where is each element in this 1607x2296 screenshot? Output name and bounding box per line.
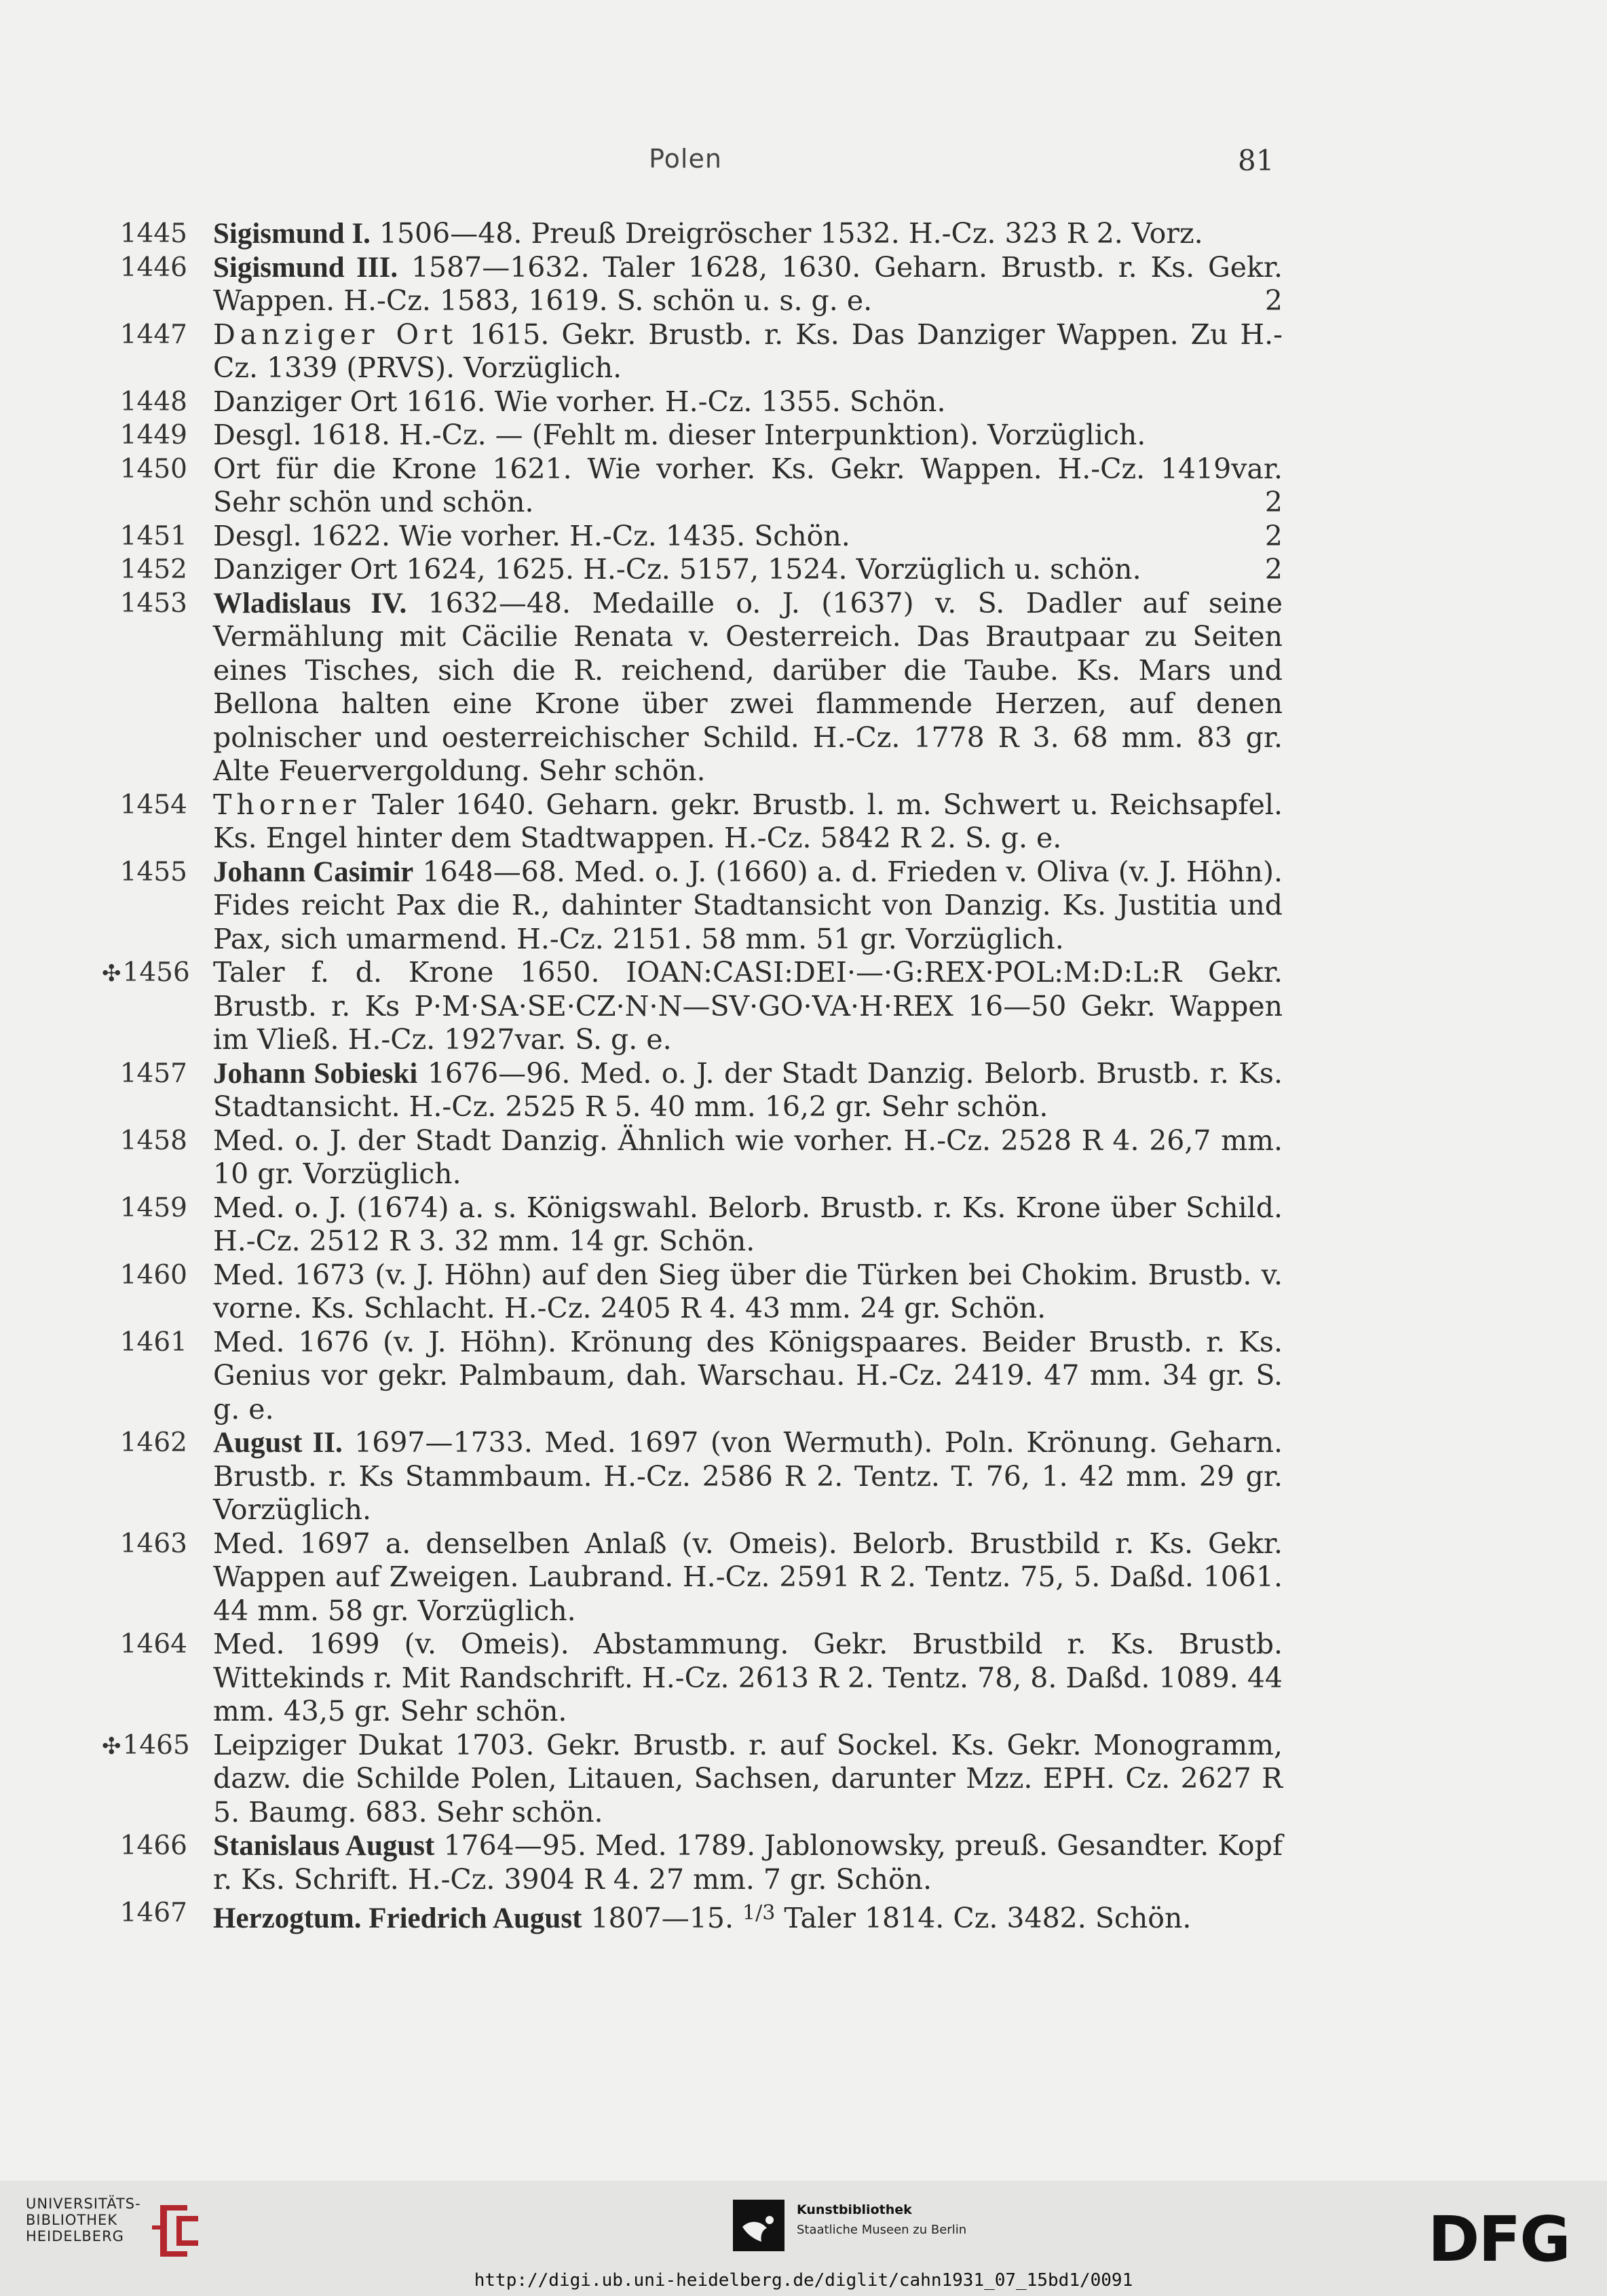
entry-description: 1676—96. Med. o. J. der Stadt Danzig. Belorb. Brustb. r. Ks. Stadtansicht. H.-Cz. 2525 R 5. 40 mm. 16,2 gr. Sehr schön. (213, 1056, 1283, 1123)
lot-number: 1450 (119, 453, 187, 484)
star-mark-icon: ✣ (102, 960, 121, 987)
catalog-entry (0, 1259, 1283, 1326)
catalog-entry (0, 318, 1283, 385)
entry-description: Med. o. J. (1674) a. s. Königswahl. Belorb. Brustb. r. Ks. Krone über Schild. H.-Cz. 2512 R 3. 32 mm. 14 gr. Schön. (213, 1191, 1283, 1257)
lot-number: 1453 (119, 588, 187, 619)
lot-number: 1447 (119, 319, 187, 350)
entry-description: 1764—95. Med. 1789. Jablonowsky, preuß. Gesandter. Kopf r. Ks. Schrift. H.-Cz. 3904 R 4. 27 mm. 7 gr. Schön. (213, 1829, 1283, 1896)
ruler-name: Stanislaus August (213, 1830, 435, 1862)
lot-number: 1457 (119, 1058, 187, 1089)
entry-description: Desgl. 1618. H.-Cz. — (Fehlt m. dieser Interpunktion). Vorzüglich. (213, 419, 1146, 451)
dfg-logo-text: DFG (1428, 2208, 1570, 2266)
kunstbibliothek-logo[interactable] (733, 2200, 1004, 2261)
entry-description: Danziger Ort 1624, 1625. H.-Cz. 5157, 1524. Vorzüglich u. schön. (213, 553, 1141, 586)
entry-description: Taler f. d. Krone 1650. IOAN:CASI:DEI·—·G:REX·POL:M:D:L:R Gekr. Brustb. r. Ks P·M·SA·SE·CZ·N·N—SV·GO·VA·H·REX 16—50 Gekr. Wappen im Vließ. H.-Cz. 1927var. S. g. e. (213, 956, 1283, 1056)
catalog-entry (0, 587, 1283, 788)
ruler-name: Sigismund III. (213, 251, 398, 284)
catalog-entry (0, 419, 1283, 453)
catalog-entry (0, 553, 1283, 587)
ruler-name: Wladislaus IV. (213, 587, 407, 619)
catalog-entry (0, 856, 1283, 957)
lot-number: 1460 (119, 1259, 187, 1290)
entry-description: Taler 1640. Geharn. gekr. Brustb. l. m. Schwert u. Reichsapfel. Ks. Engel hinter dem Stadtwappen. H.-Cz. 5842 R 2. S. g. e. (213, 788, 1283, 854)
lot-number: 1464 (119, 1629, 187, 1660)
lot-number: 1449 (119, 420, 187, 451)
catalog-entry (0, 217, 1283, 251)
entry-description: 1697—1733. Med. 1697 (von Wermuth). Poln. Krönung. Geharn. Brustb. r. Ks Stammbaum. H.-Cz. 2586 R 2. Tentz. T. 76, 1. 42 mm. 29 gr. Vorzüglich. (213, 1426, 1283, 1526)
ub-heidelberg-logo[interactable] (26, 2196, 229, 2244)
lot-number: 1451 (119, 520, 187, 552)
entry-description: 1506—48. Preuß Dreigröscher 1532. H.-Cz. 323 R 2. Vorz. (370, 217, 1203, 250)
dfg-logo[interactable] (1428, 2208, 1587, 2266)
ub-logo-text: UNIVERSITÄTS- BIBLIOTHEK HEIDELBERG (26, 2196, 141, 2244)
catalog-entry (0, 453, 1283, 520)
page-number: 81 (1238, 144, 1274, 177)
kb-subtitle: Staatliche Museen zu Berlin (797, 2223, 967, 2237)
quantity-note: 2 (1264, 486, 1283, 518)
entry-description: Med. 1673 (v. J. Höhn) auf den Sieg über die Türken bei Chokim. Brustb. v. vorne. Ks. Schlacht. H.-Cz. 2405 R 4. 43 mm. 24 gr. Schön. (213, 1258, 1283, 1324)
ruler-name: Johann Casimir (213, 856, 414, 888)
lot-number: 1445 (119, 218, 187, 249)
lot-number: 1462 (119, 1428, 187, 1458)
entry-description: Med. 1699 (v. Omeis). Abstammung. Gekr. Brustbild r. Ks. Brustb. Wittekinds r. Mit Randschrift. H.-Cz. 2613 R 2. Tentz. 78, 8. Daßd. 1089. 44 mm. 43,5 gr. Sehr schön. (213, 1628, 1283, 1727)
lot-number: 1446 (119, 252, 187, 283)
catalog-entry (0, 1527, 1283, 1628)
running-title: Polen (649, 144, 722, 174)
entry-description: 1807—15. (582, 1902, 734, 1934)
entry-description: Leipziger Dukat 1703. Gekr. Brustb. r. auf Sockel. Ks. Gekr. Monogramm, dazw. die Schilde Polen, Litauen, Sachsen, darunter Mzz. EPH. Cz. 2627 R 5. Baumg. 683. Sehr schön. (213, 1728, 1283, 1829)
spaced-heading: Thorner (213, 788, 361, 821)
lot-number: ✣1456 (102, 957, 190, 988)
lot-number: 1458 (119, 1125, 187, 1156)
catalog-entry (0, 1426, 1283, 1527)
lot-number: 1452 (119, 554, 187, 585)
quantity-note: 2 (1264, 284, 1283, 317)
catalog-entry (0, 1829, 1283, 1896)
entry-description: Desgl. 1622. Wie vorher. H.-Cz. 1435. Schön. (213, 519, 850, 552)
entry-description-cont: Taler 1814. Cz. 3482. Schön. (775, 1902, 1192, 1934)
catalog-entry (0, 1628, 1283, 1729)
lot-number: 1459 (119, 1192, 187, 1223)
footer-bar (0, 2181, 1607, 2296)
catalog-entry (0, 520, 1283, 554)
quantity-note: 2 (1264, 519, 1283, 552)
entry-description: 1632—48. Medaille o. J. (1637) v. S. Dadler auf seine Vermählung mit Cäcilie Renata v. Oesterreich. Das Brautpaar zu Seiten eines Tisches, sich die R. reichend, darüber die Taube. Ks. Mars und Bellona halten eine Krone über zwei flammende Herzen, auf denen polnischer und oesterreichischer Schild. H.-Cz. 1778 R 3. 68 mm. 83 gr. Alte Feuervergoldung. Sehr schön. (213, 586, 1283, 787)
lot-number: 1466 (119, 1831, 187, 1861)
entry-description: Ort für die Krone 1621. Wie vorher. Ks. Gekr. Wappen. H.-Cz. 1419var. Sehr schön und schön. (213, 452, 1283, 518)
catalog-entry (0, 1057, 1283, 1124)
permalink-url[interactable]: http://digi.ub.uni-heidelberg.de/diglit/cahn1931_07_15bd1/0091 (474, 2270, 1133, 2291)
entry-description: Med. 1697 a. denselben Anlaß (v. Omeis). Belorb. Brustbild r. Ks. Gekr. Wappen auf Zweigen. Laubrand. H.-Cz. 2591 R 2. Tentz. 75, 5. Daßd. 1061. 44 mm. 58 gr. Vorzüglich. (213, 1527, 1283, 1627)
lot-number: 1461 (119, 1326, 187, 1358)
lot-number: 1467 (119, 1898, 187, 1928)
lot-number: 1463 (119, 1528, 187, 1559)
lot-number: 1448 (119, 386, 187, 417)
catalog-entries (0, 217, 1607, 1936)
ruler-name: Johann Sobieski (213, 1057, 418, 1090)
catalog-entry (0, 1729, 1283, 1830)
catalog-entry (0, 1191, 1283, 1259)
catalog-entry (0, 1896, 1283, 1936)
entry-description: 1587—1632. Taler 1628, 1630. Geharn. Brustb. r. Ks. Gekr. Wappen. H.-Cz. 1583, 1619. S. schön u. s. g. e. (213, 250, 1283, 317)
spaced-heading: Danziger Ort (213, 318, 458, 351)
star-mark-icon: ✣ (102, 1732, 121, 1760)
lot-number: 1455 (119, 856, 187, 887)
catalog-entry (0, 788, 1283, 856)
fraction-denomination: 1/3 (742, 1901, 776, 1925)
lot-number: 1454 (119, 789, 187, 820)
entry-description: Danziger Ort 1616. Wie vorher. H.-Cz. 1355. Schön. (213, 385, 946, 418)
ruler-name: Herzogtum. Friedrich August (213, 1902, 582, 1934)
ruler-name: Sigismund I. (213, 218, 371, 250)
catalog-entry (0, 1124, 1283, 1191)
catalog-entry (0, 956, 1283, 1057)
entry-description: Med. o. J. der Stadt Danzig. Ähnlich wie vorher. H.-Cz. 2528 R 4. 26,7 mm. 10 gr. Vorzüglich. (213, 1124, 1283, 1190)
kb-name: Kunstbibliothek (797, 2202, 912, 2217)
catalog-entry (0, 385, 1283, 419)
quantity-note: 2 (1264, 553, 1283, 586)
entry-description: Med. 1676 (v. J. Höhn). Krönung des Königspaares. Beider Brustb. r. Ks. Genius vor gekr. Palmbaum, dah. Warschau. H.-Cz. 2419. 47 mm. 34 gr. S. g. e. (213, 1325, 1283, 1426)
entry-description: 1615. Gekr. Brustb. r. Ks. Das Danziger Wappen. Zu H.-Cz. 1339 (PRVS). Vorzüglich. (213, 318, 1283, 384)
catalog-entry (0, 1326, 1283, 1427)
kunstbibliothek-emblem-icon (733, 2200, 784, 2251)
ruler-name: August II. (213, 1427, 343, 1459)
lot-number: ✣1465 (102, 1729, 190, 1761)
running-head (0, 144, 1607, 185)
ub-emblem-icon (147, 2198, 212, 2263)
entry-description: 1648—68. Med. o. J. (1660) a. d. Frieden v. Oliva (v. J. Höhn). Fides reicht Pax die R., dahinter Stadtansicht von Danzig. Ks. Justitia und Pax, sich umarmend. H.-Cz. 2151. 58 mm. 51 gr. Vorzüglich. (213, 855, 1283, 955)
catalog-entry (0, 251, 1283, 318)
